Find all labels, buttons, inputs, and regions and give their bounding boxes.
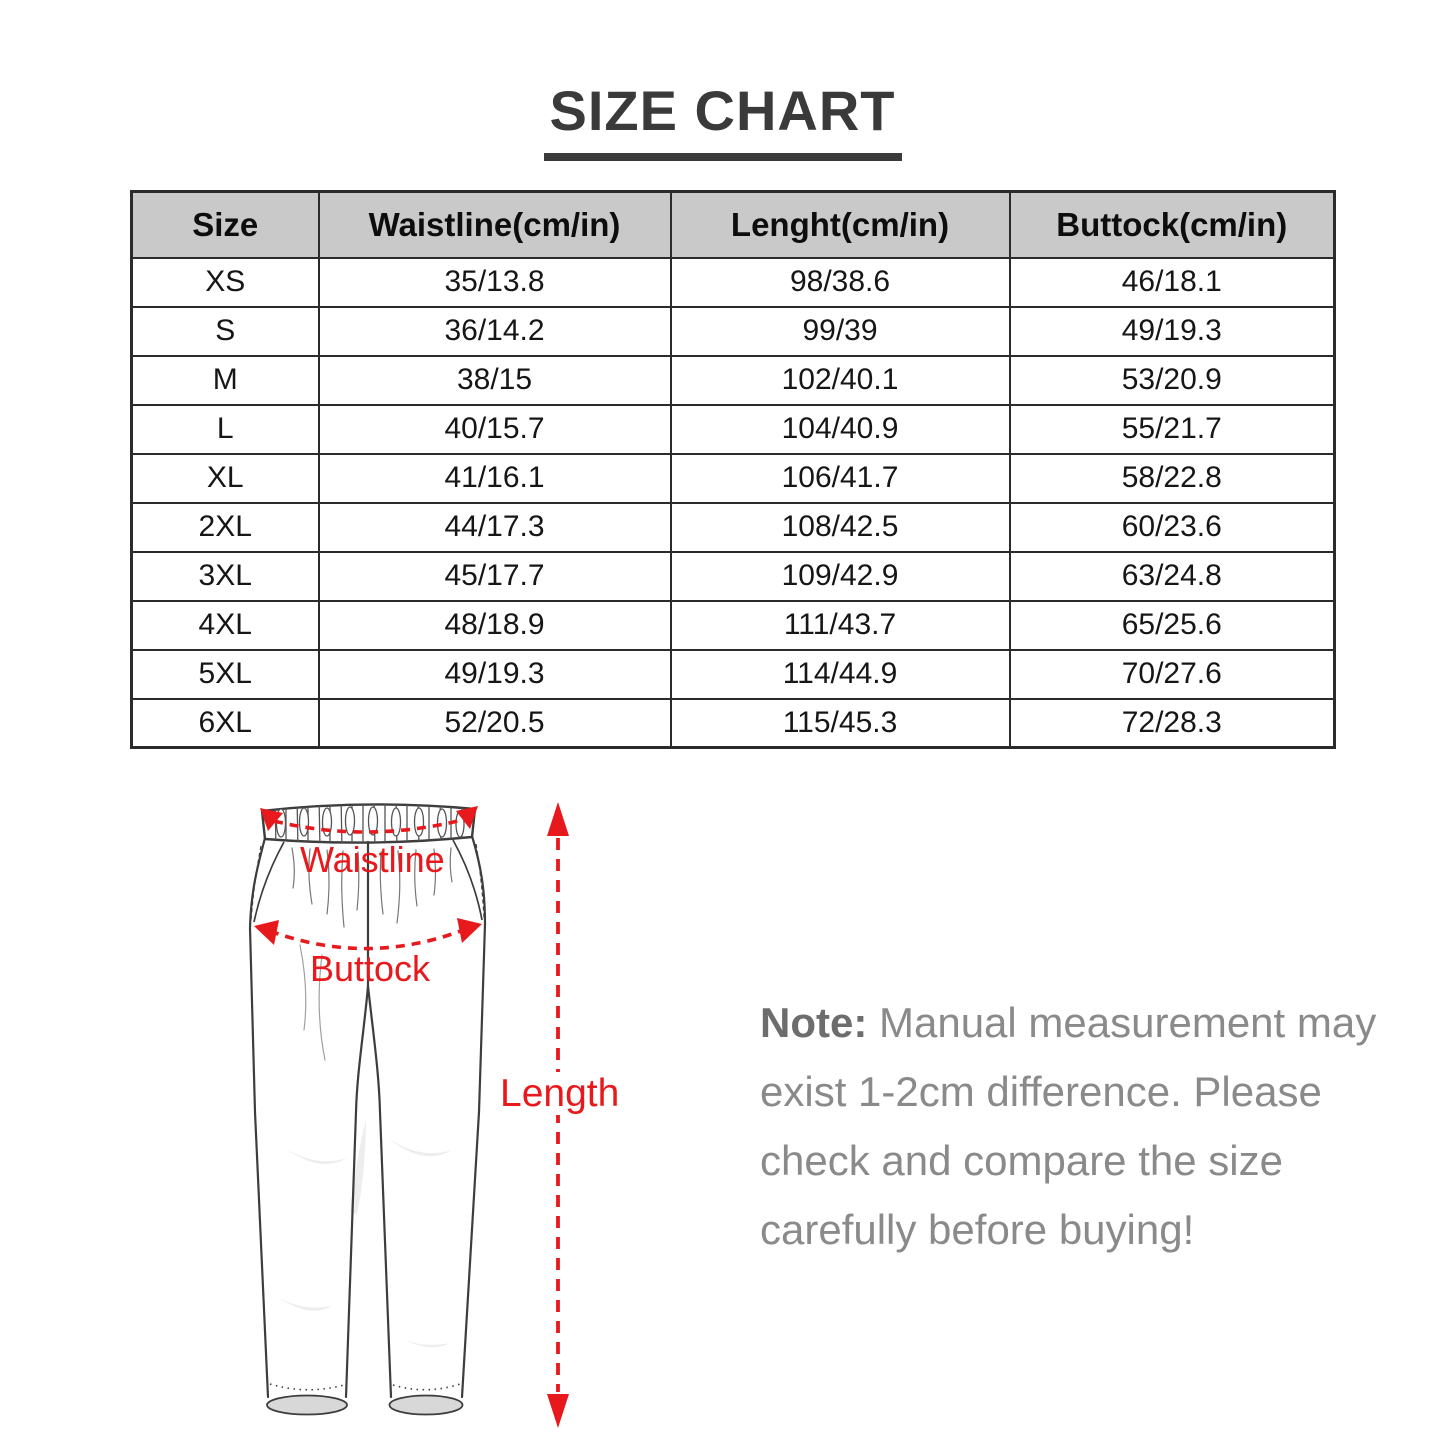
table-cell: 48/18.9 bbox=[319, 601, 671, 650]
table-row bbox=[132, 503, 1335, 552]
table-row bbox=[132, 601, 1335, 650]
length-label: Length bbox=[496, 1072, 623, 1115]
table-cell: 36/14.2 bbox=[319, 307, 671, 356]
pants-measurement-figure bbox=[230, 780, 630, 1440]
size-chart-table bbox=[130, 190, 1336, 749]
table-cell: 114/44.9 bbox=[671, 650, 1010, 699]
table-cell: 102/40.1 bbox=[671, 356, 1010, 405]
table-cell: 63/24.8 bbox=[1010, 552, 1335, 601]
buttock-label: Buttock bbox=[310, 948, 431, 989]
table-cell: 109/42.9 bbox=[671, 552, 1010, 601]
table-cell: 40/15.7 bbox=[319, 405, 671, 454]
table-cell: 70/27.6 bbox=[1010, 650, 1335, 699]
table-cell: 2XL bbox=[132, 503, 319, 552]
table-cell: 45/17.7 bbox=[319, 552, 671, 601]
table-cell: 55/21.7 bbox=[1010, 405, 1335, 454]
note-line: exist 1-2cm difference. Please bbox=[760, 1068, 1322, 1115]
table-cell: 106/41.7 bbox=[671, 454, 1010, 503]
arrowheads bbox=[254, 802, 569, 1428]
table-row bbox=[132, 258, 1335, 307]
table-cell: 58/22.8 bbox=[1010, 454, 1335, 503]
table-cell: 4XL bbox=[132, 601, 319, 650]
table-row bbox=[132, 552, 1335, 601]
table-row bbox=[132, 699, 1335, 748]
page-title: SIZE CHART bbox=[544, 78, 902, 161]
waistline-label: Waistline bbox=[300, 839, 445, 880]
table-cell: M bbox=[132, 356, 319, 405]
column-header-waistline: Waistline(cm/in) bbox=[319, 192, 671, 258]
table-cell: 99/39 bbox=[671, 307, 1010, 356]
table-row bbox=[132, 454, 1335, 503]
table-cell: L bbox=[132, 405, 319, 454]
note-line-text: Manual measurement may bbox=[879, 999, 1377, 1046]
table-cell: 108/42.5 bbox=[671, 503, 1010, 552]
table-cell: 38/15 bbox=[319, 356, 671, 405]
table-cell: 72/28.3 bbox=[1010, 699, 1335, 748]
table-cell: 104/40.9 bbox=[671, 405, 1010, 454]
table-row bbox=[132, 356, 1335, 405]
table-header-row bbox=[132, 192, 1335, 258]
column-header-length: Lenght(cm/in) bbox=[671, 192, 1010, 258]
column-header-size: Size bbox=[132, 192, 319, 258]
table-cell: 35/13.8 bbox=[319, 258, 671, 307]
note-label: Note: bbox=[760, 999, 868, 1046]
table-row bbox=[132, 405, 1335, 454]
table-row bbox=[132, 650, 1335, 699]
table-cell: 115/45.3 bbox=[671, 699, 1010, 748]
table-cell: 6XL bbox=[132, 699, 319, 748]
table-cell: 111/43.7 bbox=[671, 601, 1010, 650]
table-cell: 52/20.5 bbox=[319, 699, 671, 748]
table-cell: 53/20.9 bbox=[1010, 356, 1335, 405]
table-cell: 44/17.3 bbox=[319, 503, 671, 552]
table-cell: 49/19.3 bbox=[1010, 307, 1335, 356]
table-cell: 98/38.6 bbox=[671, 258, 1010, 307]
table-cell: 60/23.6 bbox=[1010, 503, 1335, 552]
fabric-shading bbox=[276, 1120, 452, 1347]
table-cell: XL bbox=[132, 454, 319, 503]
table-cell: 5XL bbox=[132, 650, 319, 699]
table-cell: S bbox=[132, 307, 319, 356]
column-header-buttock: Buttock(cm/in) bbox=[1010, 192, 1335, 258]
pants-outline bbox=[250, 836, 485, 1397]
page-title-wrap bbox=[0, 78, 1445, 161]
table-cell: 3XL bbox=[132, 552, 319, 601]
table-cell: 46/18.1 bbox=[1010, 258, 1335, 307]
table-cell: 49/19.3 bbox=[319, 650, 671, 699]
note-line bbox=[760, 988, 1377, 1057]
leg-hems bbox=[267, 1384, 463, 1415]
table-cell: 41/16.1 bbox=[319, 454, 671, 503]
note-line: carefully before buying! bbox=[760, 1206, 1195, 1253]
table-cell: 65/25.6 bbox=[1010, 601, 1335, 650]
table-row bbox=[132, 307, 1335, 356]
note-text bbox=[760, 988, 1377, 1264]
table-cell: XS bbox=[132, 258, 319, 307]
note-line: check and compare the size bbox=[760, 1137, 1283, 1184]
